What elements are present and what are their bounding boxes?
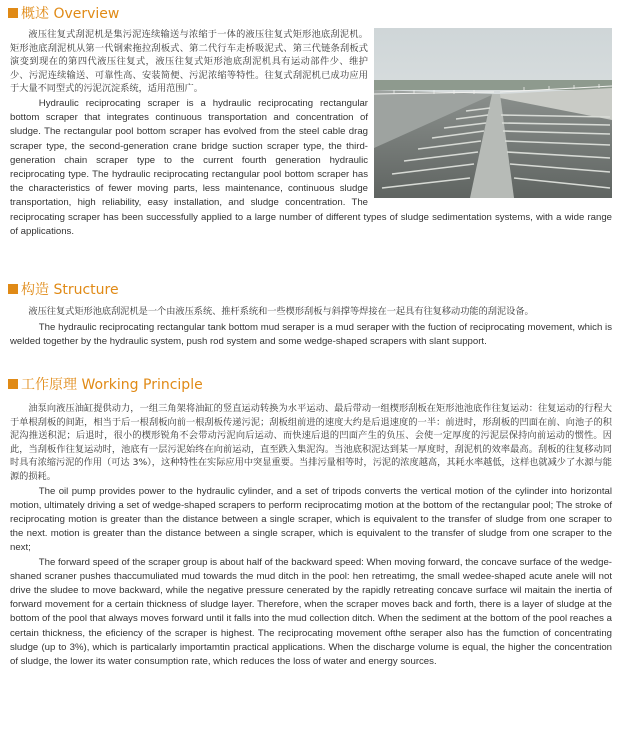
principle-en-paragraph-2: The forward speed of the scraper group is about half of the backward speed: When moving forward, the concave surface of the wedge-shaned scraner pushes thaccumuliated mud towards the mud ditch in the pool: hen retreatimg, the small wedee-shaped acute anele will not drive the sludee to move backward, while the negative pressure cenerated by the rapidly retreating concave surface wil maitain the inertia of forward movement for a certain thickness of sludge layer. Therefore, when the scraper moves back and forth, there is a layer of sludge at the bottom of the pool that always moves forward until it falls into the mud collection ditch. When the sediment at the bottom of the pool reaches a certain thickness, the eficiency of the scraper is highest. The reciprocating movement ofthe seraper also has the fumction of concentrating sludge (up to 3%), which is particalarly importamtin practical applications. When the discharge volume is equal, the higher the concentration of sludge, the lower its water consumption rate, which reduces the loss of water and energy sources. — [10, 556, 612, 667]
principle-en-paragraph-1: The oil pump provides power to the hydraulic cylinder, and a set of tripods converts the vertical motion of the cylinder into horizontal motion, ultimately driving a set of wedge-shaped scrapers to perform reciprocatimg motion at the bottom of the rectangular pool; The stroke of reciprocating motion is greater than the distance between a single scraper, which is equivalent to the transfer of sludge from one scraper to the next. motion is greater than the distance between a single scraper, which is equivalent to the transfer of sludge from one scraper to the next; — [10, 485, 612, 554]
overview-en-paragraph: Hydraulic reciprocating scraper is a hydraulic reciprocating rectangular bottom scraper that integrates continuous transportation and concentration of sludge. The rectangular pool bottom scraper has evolved from the steel cable drag scraper type, the second-generation crane bridge suction scraper type, the third-generation chain scraper type to the current fourth generation hydraulic reciprocating type. The hydraulic reciprocating rectangular pool bottom scraper has the characteristics of fewer moving parts, less maintenance, continuous sludge transportation, high reliability, easy installation, and sludge concentration. The reciprocating scraper has been successfully applied to a large number of different types of sludge sedimentation systems, with a wide range of applications. — [10, 97, 612, 237]
sedimentation-tank-photo — [374, 28, 612, 202]
structure-en-paragraph: The hydraulic reciprocating rectangular tank bottom mud seraper is a mud seraper with the fuction of reciprocating movement, which is welded together by the hydraulic system, push rod system and some wedge-shaped scrapers with slant support. — [10, 321, 612, 347]
principle-zh-paragraph: 油泵向液压油缸提供动力，一组三角架将油缸的竖直运动转换为水平运动、最后带动一组楔形刮板在矩形池池底作往复运动：往复运动的行程大于单根刮板的间距，相当于后一根刮板向前一根刮板传递污泥；刮板组前进的速度大约是后退速度的一半：前进时，形刮板的凹面在前、向池子的积泥沟推送积泥；后退时，很小的楔形锐角不会带动污泥向后运动、而快速后退的凹面产生的负压、会使一定厚度的污泥层保持向前运动的惯性。因此，当刮板作往复运动时，池底有一层污泥始终在向前运动，直至跌入集泥沟。当池底积泥达到某一厚度时，刮泥机的效率最高。刮板的往复移动同时具有浓缩污泥的作用（可达 3%），这种特性在实际应用中突显重要。当排污量相等时，污泥的浓度越高，其耗水率越低，这样也就减少了水源与能源的损耗。 — [10, 403, 612, 482]
heading-square-icon — [8, 379, 18, 389]
overview-heading-text: 概述 Overview — [21, 6, 120, 22]
heading-square-icon — [8, 8, 18, 18]
principle-heading — [8, 375, 203, 393]
structure-heading — [8, 280, 119, 298]
overview-section — [10, 28, 612, 239]
structure-zh-paragraph: 液压往复式矩形池底刮泥机是一个由液压系统、推杆系统和一些楔形刮板与斜撑等焊接在一起具有往复移动功能的刮泥设备。 — [28, 306, 534, 317]
principle-heading-text: 工作原理 Working Principle — [21, 377, 203, 393]
heading-square-icon — [8, 284, 18, 294]
overview-zh-paragraph: 液压往复式刮泥机是集污泥连续输送与浓缩于一体的液压往复式矩形池底刮泥机。矩形池底刮泥机从第一代钢索拖拉刮板式、第二代行车走桥吸泥式、第三代链条刮板式演变到现在的第四代液压往复式，液压往复式矩形池底刮泥机具有运动部件少、维护少、污泥连续输送、可靠性高、安装简便、污泥浓缩等特性。往复式刮泥机已成功应用于大量不同型式的污泥沉淀系统，适用范围广。 — [10, 29, 368, 95]
structure-heading-text: 构造 Structure — [21, 282, 119, 298]
principle-section — [10, 402, 612, 669]
overview-heading — [8, 4, 119, 22]
structure-section — [10, 305, 612, 349]
